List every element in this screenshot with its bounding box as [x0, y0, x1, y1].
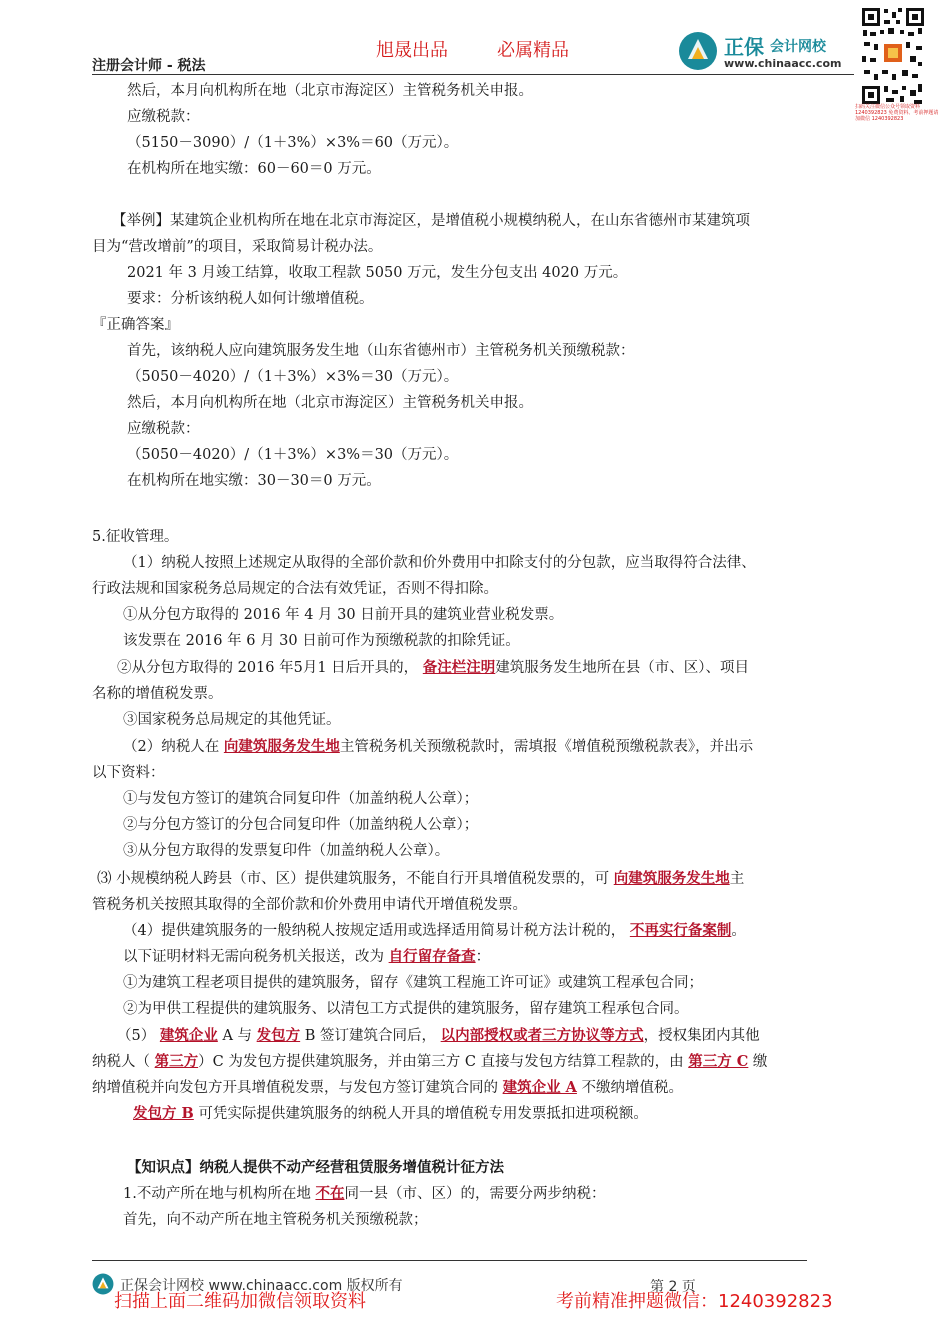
text-segment: 名称的增值税发票。 [92, 686, 223, 702]
text-segment: （5150－3090）/（1＋3%）×3%＝60（万元）。 [127, 135, 459, 151]
text-line [112, 211, 750, 231]
text-line [127, 289, 374, 309]
keyword-highlight: 第三方 [154, 1053, 199, 1070]
text-segment: 管税务机关按照其取得的全部价款和价外费用申请代开增值税发票。 [92, 897, 527, 913]
keyword-highlight: 建筑企业 A [502, 1079, 577, 1096]
text-line [92, 527, 178, 547]
text-segment: ②为甲供工程提供的建筑服务、以清包工方式提供的建筑服务，留存建筑工程承包合同。 [123, 1001, 689, 1017]
footer-copyright: www.chinaacc.com 版权所有 [204, 1278, 403, 1294]
text-line [123, 631, 520, 651]
keyword-highlight: 向建筑服务发生地 [613, 870, 730, 887]
text-segment: （5050－4020）/（1＋3%）×3%＝30（万元）。 [127, 447, 459, 463]
keyword-highlight: 不再实行备案制 [629, 922, 732, 939]
text-segment: ，授权集团内其他 [643, 1028, 760, 1044]
text-segment: 纳税人（ [92, 1054, 155, 1070]
text-segment: （1）纳税人按照上述规定从取得的全部价款和价外费用中扣除支付的分包款，应当取得符合法律、 [123, 555, 756, 571]
keyword-highlight: 第三方 C [688, 1053, 749, 1070]
text-segment: ⑶ 小规模纳税人跨县（市、区）提供建筑服务，不能自行开具增值税发票的，可 [97, 871, 614, 887]
text-segment: ①与发包方签订的建筑合同复印件（加盖纳税人公章）； [123, 791, 479, 807]
text-segment: （2）纳税人在 [123, 739, 224, 755]
text-line [92, 315, 179, 335]
keyword-highlight: 建筑企业 [159, 1027, 218, 1044]
text-segment: ②从分包方取得的 2016 年5月1 日后开具的， [117, 660, 423, 676]
text-segment: 2021 年 3 月竣工结算，收取工程款 5050 万元，发生分包支出 4020 万元。 [127, 265, 628, 281]
text-line [127, 367, 458, 387]
text-line [117, 658, 749, 678]
text-line [123, 999, 689, 1019]
keyword-highlight: 以内部授权或者三方协议等方式 [440, 1027, 644, 1044]
text-segment: 首先，向不动产所在地主管税务机关预缴税款； [123, 1212, 428, 1228]
text-line [127, 81, 533, 101]
keyword-highlight: 备注栏注明 [422, 659, 496, 676]
text-segment: 以下资料： [92, 765, 165, 781]
keyword-highlight: 发包方 [256, 1027, 301, 1044]
text-line [127, 133, 458, 153]
footer-logo-text: 正保会计网校 [120, 1278, 204, 1294]
page-number: 第 2 页 [650, 1279, 696, 1295]
text-segment: 在机构所在地实缴：60－60＝0 万元。 [127, 161, 381, 177]
text-segment: 1.不动产所在地与机构所在地 [123, 1186, 316, 1202]
text-line [123, 605, 563, 625]
text-line [123, 1184, 605, 1204]
footer-promo-left: 扫描上面二维码加微信领取资料 [114, 1291, 366, 1312]
logo-mark-icon [678, 31, 718, 71]
text-segment: 【知识点】纳税人提供不动产经营租赁服务增值税计征方法 [127, 1159, 504, 1176]
text-segment: 主 [729, 871, 745, 887]
text-segment: ： [475, 949, 491, 965]
text-segment: 应缴税款： [127, 421, 200, 437]
text-line [127, 393, 533, 413]
text-segment: B 签订建筑合同后， [300, 1028, 441, 1044]
text-segment: 主管税务机关预缴税款时，需填报《增值税预缴税款表》，并出示 [339, 739, 754, 755]
text-segment: 缴 [748, 1054, 768, 1070]
footer-logo-icon [92, 1273, 114, 1295]
text-segment: 建筑服务发生地所在县（市、区）、项目 [495, 660, 750, 676]
text-segment: 以下证明材料无需向税务机关报送，改为 [123, 949, 389, 965]
text-line [117, 1026, 760, 1046]
text-segment: ①为建筑工程老项目提供的建筑服务，留存《建筑工程施工许可证》或建筑工程承包合同； [123, 975, 703, 991]
qr-note: 扫码关注微信公众号领取资料 1240392823 免费资料、考前押题请加微信 1240392823 [855, 104, 939, 122]
course-title: 注册会计师 - 税法 [92, 58, 206, 74]
text-segment: ）C 为发包方提供建筑服务，并由第三方 C 直接与发包方结算工程款的，由 [198, 1054, 689, 1070]
text-segment: 行政法规和国家税务总局规定的合法有效凭证，否则不得扣除。 [92, 581, 498, 597]
text-segment: 首先，该纳税人应向建筑服务发生地（山东省德州市）主管税务机关预缴税款： [127, 343, 635, 359]
header-rule [92, 74, 854, 75]
logo-url: www.chinaacc.com [724, 57, 842, 70]
text-segment: ③从分包方取得的发票复印件（加盖纳税人公章）。 [123, 843, 450, 859]
text-line [123, 1210, 428, 1230]
qr-code-icon[interactable] [860, 6, 926, 106]
text-line [92, 1078, 683, 1098]
text-line [123, 841, 449, 861]
text-segment: 然后，本月向机构所在地（北京市海淀区）主管税务机关申报。 [127, 395, 533, 411]
keyword-highlight: 自行留存备查 [388, 948, 476, 965]
text-line [92, 237, 382, 257]
text-line [123, 815, 478, 835]
text-line [123, 921, 746, 941]
text-line [127, 445, 458, 465]
text-line [92, 684, 223, 704]
text-line [92, 579, 498, 599]
text-line [127, 419, 200, 439]
keyword-highlight: 不在 [315, 1185, 345, 1202]
text-segment: ②与分包方签订的分包合同复印件（加盖纳税人公章）； [123, 817, 479, 833]
text-segment: 然后，本月向机构所在地（北京市海淀区）主管税务机关申报。 [127, 83, 533, 99]
logo-name: 正保 [724, 35, 764, 59]
text-line [127, 159, 381, 179]
text-line [127, 341, 635, 361]
text-segment: A 与 [217, 1028, 257, 1044]
keyword-highlight: 向建筑服务发生地 [223, 738, 340, 755]
text-segment: 该发票在 2016 年 6 月 30 日前可作为预缴税款的扣除凭证。 [123, 633, 520, 649]
footer-promo-right: 考前精准押题微信：1240392823 [556, 1291, 833, 1312]
chinaacc-logo[interactable] [678, 27, 856, 77]
text-line [123, 710, 341, 730]
footer-rule [92, 1260, 807, 1261]
text-segment: 应缴税款： [127, 109, 200, 125]
keyword-highlight: 发包方 B [133, 1105, 194, 1122]
text-line [133, 1104, 648, 1124]
text-segment: 不缴纳增值税。 [576, 1080, 684, 1096]
text-segment: 5.征收管理。 [92, 529, 179, 545]
text-segment: 同一县（市、区）的，需要分两步纳税： [344, 1186, 606, 1202]
text-segment: 『正确答案』 [92, 317, 179, 333]
text-line [123, 789, 478, 809]
text-segment: （4）提供建筑服务的一般纳税人按规定适用或选择适用简易计税方法计税的， [123, 923, 630, 939]
text-segment: 可凭实际提供建筑服务的纳税人开具的增值税专用发票抵扣进项税额。 [193, 1106, 648, 1122]
text-segment: 纳增值税并向发包方开具增值税发票，与发包方签订建筑合同的 [92, 1080, 503, 1096]
text-segment: （5） [117, 1028, 160, 1044]
text-line [127, 107, 200, 127]
text-line [127, 263, 627, 283]
text-segment: ③国家税务总局规定的其他凭证。 [123, 712, 341, 728]
text-line [92, 895, 527, 915]
text-line [97, 869, 744, 889]
logo-sub: 会计网校 [770, 39, 826, 55]
text-segment: ①从分包方取得的 2016 年 4 月 30 日前开具的建筑业营业税发票。 [123, 607, 564, 623]
text-segment: 目为“营改增前”的项目，采取简易计税办法。 [92, 239, 383, 255]
text-segment: （5050－4020）/（1＋3%）×3%＝30（万元）。 [127, 369, 459, 385]
text-line [92, 763, 165, 783]
text-segment: 。 [731, 923, 746, 939]
text-line [123, 737, 753, 757]
slogan-right: 必属精品 [497, 40, 569, 61]
text-line [123, 553, 756, 573]
text-line [127, 1158, 504, 1178]
text-line [123, 947, 490, 967]
text-segment: 在机构所在地实缴：30－30＝0 万元。 [127, 473, 381, 489]
text-line [92, 1052, 767, 1072]
text-segment: 要求：分析该纳税人如何计缴增值税。 [127, 291, 374, 307]
text-segment: 【举例】某建筑企业机构所在地在北京市海淀区，是增值税小规模纳税人，在山东省德州市某建筑项 [112, 213, 750, 229]
text-line [123, 973, 703, 993]
slogan-left: 旭晟出品 [376, 40, 448, 61]
text-line [127, 471, 381, 491]
